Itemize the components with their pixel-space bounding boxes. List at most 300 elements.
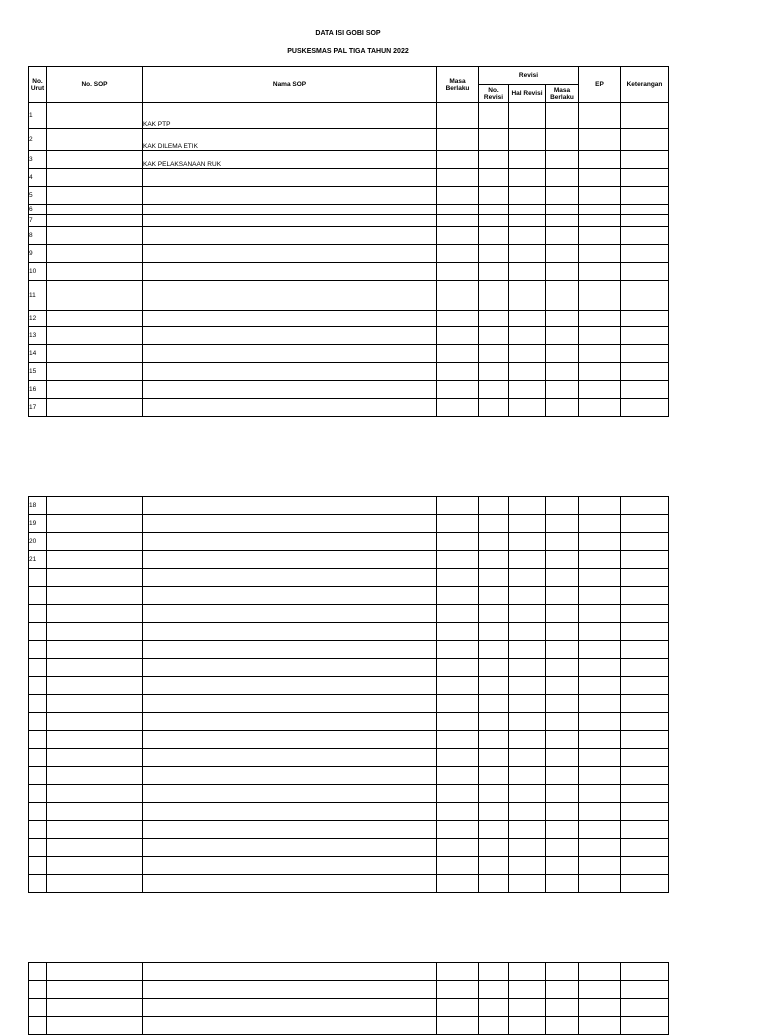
table-row <box>29 281 669 311</box>
table-row <box>29 785 669 803</box>
header-ep: EP <box>579 67 621 103</box>
table-cell <box>437 839 479 857</box>
table-cell <box>47 875 143 893</box>
table-cell <box>437 515 479 533</box>
table-cell <box>479 345 509 363</box>
table-cell <box>546 569 579 587</box>
table-row <box>29 311 669 327</box>
table-cell <box>47 981 143 999</box>
sop-name-cell <box>143 533 437 551</box>
table-cell <box>47 263 143 281</box>
table-cell <box>479 981 509 999</box>
table-cell <box>509 281 546 311</box>
table-cell <box>437 785 479 803</box>
table-cell <box>546 151 579 169</box>
table-cell <box>47 515 143 533</box>
table-cell <box>546 803 579 821</box>
table-cell <box>509 205 546 215</box>
table-cell <box>621 345 669 363</box>
table-cell <box>509 1017 546 1035</box>
table-cell <box>579 245 621 263</box>
table-row <box>29 767 669 785</box>
table-cell <box>437 875 479 893</box>
table-row <box>29 857 669 875</box>
table-cell <box>579 767 621 785</box>
table-row <box>29 623 669 641</box>
sop-name-cell <box>143 857 437 875</box>
table-cell <box>621 327 669 345</box>
table-cell <box>579 731 621 749</box>
table-cell <box>579 713 621 731</box>
table-cell <box>479 399 509 417</box>
table-cell <box>509 803 546 821</box>
table-cell <box>479 605 509 623</box>
row-number: 5 <box>29 187 47 205</box>
table-cell <box>621 263 669 281</box>
table-cell <box>546 399 579 417</box>
header-masa-berlaku: Masa Berlaku <box>437 67 479 103</box>
table-cell <box>479 659 509 677</box>
table-cell <box>621 381 669 399</box>
sop-name-cell <box>143 659 437 677</box>
table-cell <box>47 381 143 399</box>
table-cell <box>509 245 546 263</box>
table-cell <box>437 245 479 263</box>
table-cell <box>509 677 546 695</box>
table-cell <box>546 767 579 785</box>
table-cell <box>621 215 669 227</box>
table-row <box>29 363 669 381</box>
table-cell <box>509 263 546 281</box>
table-cell <box>47 311 143 327</box>
table-cell <box>579 963 621 981</box>
table-cell <box>546 169 579 187</box>
table-cell <box>437 187 479 205</box>
header-no-urut: No. Urut <box>29 67 47 103</box>
table-cell <box>546 205 579 215</box>
table-cell <box>47 749 143 767</box>
table-cell <box>621 623 669 641</box>
table-cell <box>546 533 579 551</box>
table-cell <box>509 215 546 227</box>
sop-name-cell <box>143 245 437 263</box>
table-cell <box>479 713 509 731</box>
table-cell <box>546 311 579 327</box>
table-cell <box>579 151 621 169</box>
table-cell <box>47 659 143 677</box>
table-row <box>29 999 669 1017</box>
header-no-revisi: No. Revisi <box>479 85 509 103</box>
table-cell <box>437 1017 479 1035</box>
table-cell <box>546 187 579 205</box>
table-row <box>29 381 669 399</box>
table-row <box>29 659 669 677</box>
table-cell <box>509 623 546 641</box>
sop-name-cell <box>143 1017 437 1035</box>
sop-name-cell <box>143 695 437 713</box>
table-cell <box>479 963 509 981</box>
row-number: 4 <box>29 169 47 187</box>
table-cell <box>437 281 479 311</box>
table-cell <box>479 533 509 551</box>
table-cell <box>621 857 669 875</box>
table-cell <box>437 605 479 623</box>
table-cell <box>579 875 621 893</box>
table-cell <box>621 281 669 311</box>
table-cell <box>621 227 669 245</box>
table-cell <box>479 187 509 205</box>
table-cell <box>47 551 143 569</box>
table-row <box>29 803 669 821</box>
table-cell <box>479 623 509 641</box>
table-cell <box>546 785 579 803</box>
table-row <box>29 1017 669 1035</box>
table-cell <box>579 839 621 857</box>
table-cell <box>437 857 479 875</box>
table-cell <box>579 103 621 129</box>
table-cell <box>47 533 143 551</box>
table-cell <box>47 767 143 785</box>
row-number <box>29 857 47 875</box>
row-number <box>29 839 47 857</box>
table-cell <box>621 821 669 839</box>
table-cell <box>621 569 669 587</box>
table-cell <box>579 533 621 551</box>
table-cell <box>437 399 479 417</box>
table-row <box>29 981 669 999</box>
table-cell <box>479 227 509 245</box>
table-row <box>29 399 669 417</box>
table-cell <box>621 169 669 187</box>
table-cell <box>546 103 579 129</box>
table-cell <box>509 821 546 839</box>
sop-name-cell <box>143 345 437 363</box>
row-number: 6 <box>29 205 47 215</box>
table-cell <box>437 381 479 399</box>
table-cell <box>479 381 509 399</box>
table-cell <box>479 875 509 893</box>
table-cell <box>509 713 546 731</box>
table-cell <box>47 187 143 205</box>
sop-name-cell <box>143 785 437 803</box>
table-cell <box>546 263 579 281</box>
table-cell <box>437 587 479 605</box>
table-row <box>29 533 669 551</box>
table-row <box>29 151 669 169</box>
row-number: 19 <box>29 515 47 533</box>
table-cell <box>47 677 143 695</box>
row-number: 3 <box>29 151 47 169</box>
table-cell <box>479 999 509 1017</box>
table-cell <box>509 129 546 151</box>
table-cell <box>621 245 669 263</box>
table-row <box>29 345 669 363</box>
table-cell <box>579 281 621 311</box>
sop-name-cell <box>143 515 437 533</box>
row-number: 16 <box>29 381 47 399</box>
table-cell <box>509 227 546 245</box>
table-cell <box>437 215 479 227</box>
table-cell <box>546 749 579 767</box>
table-row <box>29 875 669 893</box>
table-cell <box>437 677 479 695</box>
table-cell <box>479 327 509 345</box>
sop-name-cell <box>143 767 437 785</box>
table-row <box>29 497 669 515</box>
table-cell <box>621 1017 669 1035</box>
sop-name-cell <box>143 749 437 767</box>
table-cell <box>479 587 509 605</box>
table-cell <box>47 587 143 605</box>
table-cell <box>437 363 479 381</box>
table-cell <box>437 821 479 839</box>
table-cell <box>437 641 479 659</box>
table-cell <box>479 551 509 569</box>
table-cell <box>579 327 621 345</box>
sop-name-cell <box>143 169 437 187</box>
sop-name-cell: KAK PELAKSANAAN RUK <box>143 151 437 169</box>
sop-name-cell: KAK PTP <box>143 103 437 129</box>
table-cell <box>47 103 143 129</box>
row-number <box>29 641 47 659</box>
row-number: 18 <box>29 497 47 515</box>
table-cell <box>437 263 479 281</box>
table-cell <box>437 497 479 515</box>
table-cell <box>579 169 621 187</box>
row-number: 1 <box>29 103 47 129</box>
table-cell <box>479 281 509 311</box>
table-cell <box>579 363 621 381</box>
table-cell <box>546 839 579 857</box>
table-cell <box>546 981 579 999</box>
table-cell <box>621 999 669 1017</box>
table-cell <box>546 677 579 695</box>
table-row <box>29 263 669 281</box>
table-cell <box>437 205 479 215</box>
table-cell <box>509 569 546 587</box>
table-cell <box>546 497 579 515</box>
table-row <box>29 749 669 767</box>
header-revisi: Revisi <box>479 67 579 85</box>
table-cell <box>479 205 509 215</box>
table-cell <box>579 205 621 215</box>
table-cell <box>47 281 143 311</box>
table-cell <box>479 311 509 327</box>
table-cell <box>509 749 546 767</box>
table-cell <box>47 151 143 169</box>
table-cell <box>579 785 621 803</box>
table-cell <box>479 215 509 227</box>
table-cell <box>437 981 479 999</box>
table-cell <box>621 187 669 205</box>
table-row <box>29 641 669 659</box>
table-row <box>29 215 669 227</box>
table-cell <box>437 623 479 641</box>
row-number <box>29 999 47 1017</box>
table-cell <box>579 659 621 677</box>
sop-name-cell <box>143 999 437 1017</box>
table-row <box>29 515 669 533</box>
row-number: 20 <box>29 533 47 551</box>
table-cell <box>546 215 579 227</box>
table-cell <box>579 999 621 1017</box>
table-cell <box>479 151 509 169</box>
table-cell <box>47 623 143 641</box>
table-cell <box>509 345 546 363</box>
table-cell <box>621 587 669 605</box>
table-cell <box>509 311 546 327</box>
table-cell <box>579 605 621 623</box>
row-number <box>29 749 47 767</box>
table-cell <box>546 515 579 533</box>
table-cell <box>546 659 579 677</box>
table-cell <box>437 227 479 245</box>
table-cell <box>621 713 669 731</box>
table-cell <box>47 713 143 731</box>
table-cell <box>579 551 621 569</box>
sop-name-cell <box>143 623 437 641</box>
row-number <box>29 1017 47 1035</box>
row-number <box>29 963 47 981</box>
table-cell <box>47 227 143 245</box>
table-cell <box>47 245 143 263</box>
sop-name-cell <box>143 713 437 731</box>
table-cell <box>509 963 546 981</box>
table-cell <box>509 731 546 749</box>
table-cell <box>509 151 546 169</box>
table-cell <box>621 839 669 857</box>
table-cell <box>509 839 546 857</box>
table-cell <box>437 327 479 345</box>
table-cell <box>546 281 579 311</box>
table-cell <box>546 129 579 151</box>
row-number <box>29 713 47 731</box>
row-number <box>29 605 47 623</box>
row-number: 14 <box>29 345 47 363</box>
table-cell <box>479 103 509 129</box>
row-number <box>29 767 47 785</box>
table-row <box>29 677 669 695</box>
table-cell <box>621 515 669 533</box>
table-cell <box>437 999 479 1017</box>
row-number: 7 <box>29 215 47 227</box>
table-cell <box>509 497 546 515</box>
table-cell <box>621 803 669 821</box>
row-number: 2 <box>29 129 47 151</box>
row-number: 12 <box>29 311 47 327</box>
row-number <box>29 677 47 695</box>
table-cell <box>437 311 479 327</box>
table-cell <box>509 327 546 345</box>
row-number <box>29 569 47 587</box>
sop-name-cell <box>143 311 437 327</box>
table-cell <box>546 345 579 363</box>
sop-name-cell <box>143 399 437 417</box>
table-cell <box>479 515 509 533</box>
table-cell <box>546 605 579 623</box>
table-cell <box>621 677 669 695</box>
table-cell <box>47 695 143 713</box>
table-cell <box>509 605 546 623</box>
table-cell <box>546 1017 579 1035</box>
header-no-sop: No. SOP <box>47 67 143 103</box>
table-cell <box>546 713 579 731</box>
sop-name-cell <box>143 205 437 215</box>
table-cell <box>546 963 579 981</box>
row-number <box>29 875 47 893</box>
table-cell <box>621 767 669 785</box>
table-cell <box>579 263 621 281</box>
table-cell <box>546 227 579 245</box>
sop-name-cell <box>143 381 437 399</box>
table-cell <box>509 695 546 713</box>
table-cell <box>509 515 546 533</box>
table-row <box>29 245 669 263</box>
table-cell <box>47 497 143 515</box>
table-cell <box>479 497 509 515</box>
row-number <box>29 785 47 803</box>
sop-name-cell <box>143 327 437 345</box>
table-cell <box>621 875 669 893</box>
table-cell <box>546 551 579 569</box>
table-cell <box>437 731 479 749</box>
table-cell <box>579 311 621 327</box>
sop-name-cell <box>143 731 437 749</box>
table-cell <box>546 821 579 839</box>
table-cell <box>579 215 621 227</box>
row-number: 17 <box>29 399 47 417</box>
table-cell <box>509 981 546 999</box>
table-cell <box>479 569 509 587</box>
table-cell <box>47 731 143 749</box>
row-number <box>29 587 47 605</box>
table-cell <box>621 605 669 623</box>
table-cell <box>579 345 621 363</box>
table-cell <box>579 803 621 821</box>
table-cell <box>579 227 621 245</box>
sop-name-cell <box>143 497 437 515</box>
table-cell <box>546 999 579 1017</box>
table-cell <box>621 731 669 749</box>
sop-name-cell <box>143 839 437 857</box>
table-cell <box>621 205 669 215</box>
sop-name-cell <box>143 281 437 311</box>
table-cell <box>437 551 479 569</box>
table-cell <box>621 363 669 381</box>
table-cell <box>479 695 509 713</box>
table-cell <box>479 821 509 839</box>
table-cell <box>47 857 143 875</box>
table-cell <box>546 381 579 399</box>
sop-name-cell <box>143 363 437 381</box>
table-cell <box>479 839 509 857</box>
table-cell <box>437 767 479 785</box>
table-cell <box>47 785 143 803</box>
table-row <box>29 227 669 245</box>
document-subtitle: PUSKESMAS PAL TIGA TAHUN 2022 <box>287 48 409 55</box>
table-cell <box>579 641 621 659</box>
row-number: 8 <box>29 227 47 245</box>
table-cell <box>621 399 669 417</box>
row-number: 21 <box>29 551 47 569</box>
sop-name-cell <box>143 587 437 605</box>
table-cell <box>579 587 621 605</box>
table-row <box>29 963 669 981</box>
table-cell <box>47 345 143 363</box>
sop-name-cell <box>143 641 437 659</box>
table-row <box>29 731 669 749</box>
table-cell <box>437 345 479 363</box>
